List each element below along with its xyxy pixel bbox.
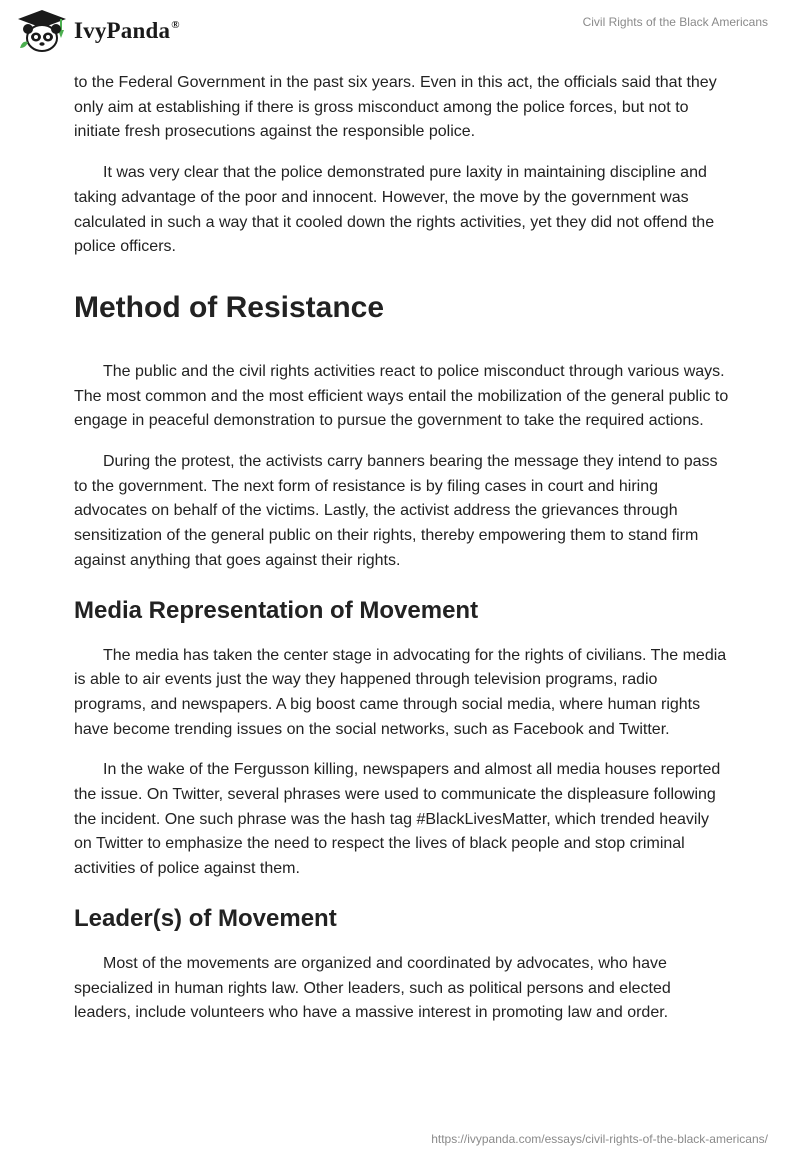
paragraph: The public and the civil rights activities react to police misconduct through various ways. The most common and the most efficient ways entail the mobilization of the general public to engage in peaceful demonstration to pursue the government to take the required actions. bbox=[74, 362, 729, 430]
source-url[interactable]: https://ivypanda.com/essays/civil-rights-of-the-black-americans/ bbox=[431, 1132, 768, 1146]
section-heading-resistance: Method of Resistance bbox=[74, 290, 385, 324]
paragraph: The media has taken the center stage in advocating for the rights of civilians. The media is able to air events just the way they happened through television programs, radio programs, and newspapers. A big boost came through social media, where human rights have become trending issues on the social networks, such as Facebook and Twitter. bbox=[74, 646, 727, 738]
panda-graduate-icon bbox=[14, 8, 70, 54]
paragraph: In the wake of the Fergusson killing, newspapers and almost all media houses reported the issue. On Twitter, several phrases were used to communicate the displeasure following the incident. One such phrase was the hash tag #BlackLivesMatter, which trended heavily on Twitter to emphasize the need to respect the lives of black people and stop criminal activities of police against them. bbox=[74, 761, 721, 878]
paragraph: It was very clear that the police demonstrated pure laxity in maintaining discipline and taking advantage of the poor and innocent. However, the move by the government was calculated in such a way that it cooled down the rights activities, yet they did not offend the police officers. bbox=[74, 164, 715, 256]
page-header bbox=[0, 0, 800, 70]
paragraph: Most of the movements are organized and coordinated by advocates, who have specialized in human rights law. Other leaders, such as political persons and elected leaders, include volunteers who have a massive interest in promoting law and order. bbox=[74, 954, 671, 1022]
essay-title: Civil Rights of the Black Americans bbox=[582, 15, 768, 29]
section-heading-leaders: Leader(s) of Movement bbox=[74, 904, 337, 932]
section-heading-media: Media Representation of Movement bbox=[74, 596, 479, 624]
essay-body bbox=[74, 71, 730, 1042]
paragraph: During the protest, the activists carry banners bearing the message they intend to pass to the government. The next form of resistance is by filing cases in court and hiring advocates on behalf of the victims. Lastly, the activist address the grievances through sensitization of the general public on their rights, thereby empowering them to stand firm against anything that goes against their rights. bbox=[74, 453, 718, 569]
paragraph: to the Federal Government in the past six years. Even in this act, the officials said that they only aim at establishing if there is gross misconduct among the police forces, but not to initiate fresh prosecutions against the responsible police. bbox=[74, 74, 717, 141]
ivypanda-logo[interactable] bbox=[14, 8, 180, 54]
brand-name: IvyPanda® bbox=[74, 18, 180, 43]
